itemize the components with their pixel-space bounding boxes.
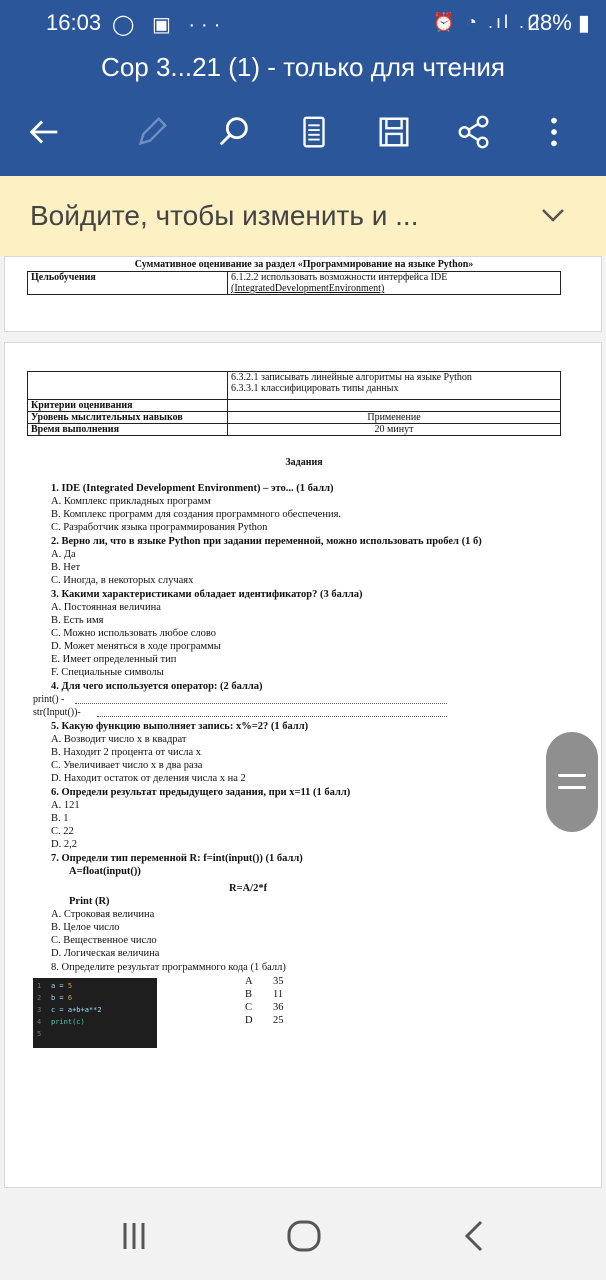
answer-choice: B 11 [245,989,284,1000]
goal-line: 6.3.2.1 записывать линейные алгоритмы на языке Python [231,372,472,383]
assessment-title: Суммативное оценивание за раздел «Программирование на языке Python» [134,259,474,270]
option: C. Вещественное число [51,935,157,946]
question-5: 5. Какую функцию выполняет запись: x%=2? (1 балл) [51,721,309,732]
empty-cell [28,372,228,400]
question-2: 2. Верно ли, что в языке Python при задании переменной, можно использовать пробел (1 б) [51,536,482,547]
question-6: 6. Определи результат предыдущего задания, при x=11 (1 балл) [51,787,351,798]
level-value: Применение [228,412,561,424]
goal-line: (IntegratedDevelopmentEnvironment) [231,283,385,294]
code-line: Print (R) [69,896,110,907]
edit-button[interactable] [128,108,176,156]
answer-dotted-line [75,695,447,704]
back-chevron-icon [461,1219,487,1253]
question-7: 7. Определи тип переменной R: f=int(input()) (1 балл) [51,853,303,864]
status-time: 16:03 [46,10,102,35]
option: D. 2,2 [51,839,77,850]
option: B. 1 [51,813,69,824]
goal-table [27,271,561,295]
sign-in-banner[interactable] [0,176,606,256]
option: D. Может меняться в ходе программы [51,641,221,652]
question-8: 8. Определите результат программного кода (1 балл) [51,962,286,973]
battery-indicator: 28% ▮ [527,10,590,35]
option: A. Да [51,549,76,560]
chevron-down-icon[interactable] [540,202,566,228]
save-button[interactable] [370,108,418,156]
pencil-icon [133,113,171,151]
option: B. Находит 2 процента от числа х [51,747,202,758]
code-var: b [51,994,56,1002]
back-arrow-icon [25,113,63,151]
reading-view-button[interactable] [290,108,338,156]
back-nav-button[interactable] [450,1216,498,1256]
option: B. Целое число [51,922,120,933]
recent-apps-button[interactable] [110,1216,158,1256]
share-icon [455,113,493,151]
home-icon [286,1219,322,1253]
home-button[interactable] [280,1216,328,1256]
question-3: 3. Какими характеристиками обладает идентификатор? (3 балла) [51,589,363,600]
goal-value [228,272,561,295]
option: B. Комплекс программ для создания программного обеспечения. [51,509,342,520]
goal-value [228,372,561,400]
share-button[interactable] [450,108,498,156]
goal-label: Цельобучения [28,272,228,295]
answer-choice: D 25 [245,1015,284,1026]
code-line: R=A/2*f [229,883,268,894]
option: A. Постоянная величина [51,602,161,613]
back-button[interactable] [20,108,68,156]
more-options-button[interactable] [530,108,578,156]
option: A. Возводит число х в квадрат [51,734,187,745]
system-nav-bar [0,1194,606,1280]
answer-choice: A 35 [245,976,284,987]
option: A. Строковая величина [51,909,155,920]
option: A. 121 [51,800,80,811]
time-label: Время выполнения [28,424,228,436]
code-snippet: 1 a = 5 2 b = 6 3 c = a+b+a**2 4 print(c) 5 [33,978,157,1048]
answer-choice: C 36 [245,1002,284,1013]
document-page [4,342,602,1188]
status-bar [0,8,606,40]
option: F. Специальные символы [51,667,164,678]
signal-icons: ⏰ ◔ .ıl .ıl [432,12,542,32]
answer-dotted-line [97,708,447,717]
criteria-label: Критерии оценивания [28,400,228,412]
code-var: a [51,982,56,990]
option: E. Имеет определенный тип [51,654,177,665]
more-vertical-icon [535,113,573,151]
option: D. Находит остаток от деления числа х на 2 [51,773,246,784]
search-button[interactable] [210,108,258,156]
save-icon [375,113,413,151]
option: C. Иногда, в некоторых случаях [51,575,194,586]
grip-line [558,786,586,789]
option: B. Есть имя [51,615,104,626]
toolbar [0,102,606,158]
code-expr: c = a+b+a**2 [51,1006,102,1014]
level-label: Уровень мыслительных навыков [28,412,228,424]
option: C. Разработчик языка программирования Python [51,522,268,533]
grip-line [558,774,586,777]
document-title: Сор 3...21 (1) - только для чтения [101,52,505,82]
app-bar [0,0,606,176]
criteria-table [27,371,561,436]
code-value: 5 [67,982,73,990]
question-1: 1. IDE (Integrated Development Environment) – это... (1 балл) [51,483,334,494]
question-4: 4. Для чего используется оператор: (2 балла) [51,681,263,692]
goal-line: 6.3.3.1 классифицировать типы данных [231,383,399,394]
code-value: 6 [67,994,73,1002]
search-icon [215,113,253,151]
recent-apps-icon [117,1221,151,1251]
scroll-handle[interactable] [546,732,598,832]
answer-line-label: print() - [33,694,65,705]
option: B. Нет [51,562,81,573]
option: C. Можно использовать любое слово [51,628,217,639]
tasks-heading: Задания [285,457,323,468]
criteria-value [228,400,561,412]
notification-icons: ◯ ▣ ··· [112,14,227,36]
code-line: A=float(input()) [69,866,141,877]
time-value: 20 минут [228,424,561,436]
option: A. Комплекс прикладных программ [51,496,211,507]
sign-in-message: Войдите, чтобы изменить и ... [30,200,419,231]
answer-line-label: str(Input())- [33,707,81,718]
option: C. Увеличивает число х в два раза [51,760,203,771]
goal-line: 6.1.2.2 использовать возможности интерфейса IDE [231,272,448,283]
option: C. 22 [51,826,74,837]
code-print: print(c) [51,1018,85,1026]
option: D. Логическая величина [51,948,160,959]
document-page [4,256,602,332]
reading-view-icon [295,113,333,151]
